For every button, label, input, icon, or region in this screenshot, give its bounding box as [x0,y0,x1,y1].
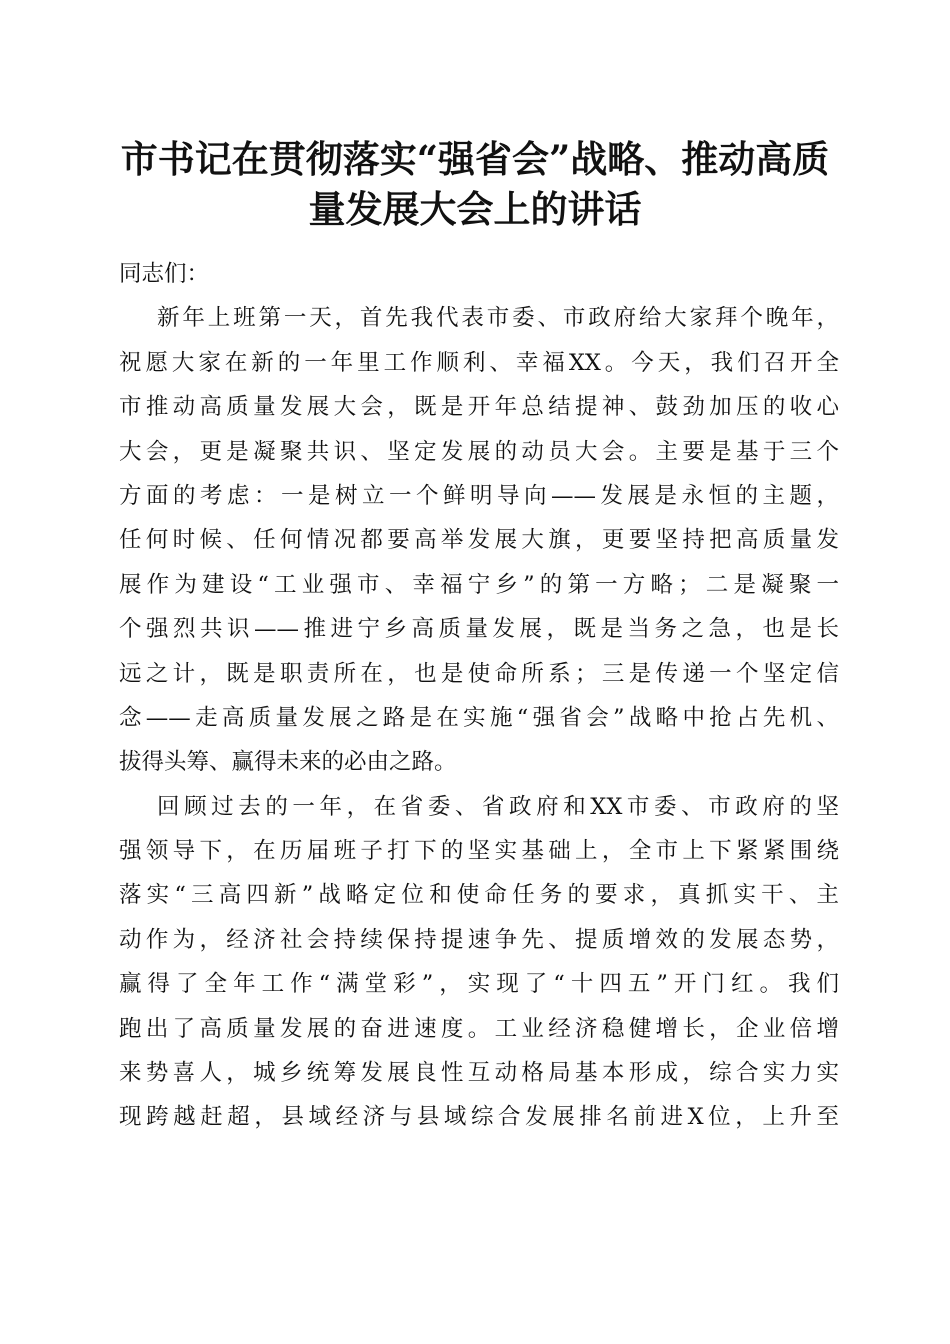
paragraph-line: 新年上班第一天，首先我代表市委、市政府给大家拜个晚年， [157,305,839,332]
paragraph-line: 来势喜人，城乡统筹发展良性互动格局基本形成，综合实力实 [119,1060,839,1087]
paragraph-line: 展作为建设“工业强市、幸福宁乡”的第一方略；二是凝聚一 [119,571,839,598]
greeting: 同志们： [119,261,210,287]
paragraph-line: 大会，更是凝聚共识、坚定发展的动员大会。主要是基于三个 [119,438,839,465]
document-body [119,252,839,1140]
paragraph-line: 方面的考虑：一是树立一个鲜明导向——发展是永恒的主题， [119,482,839,509]
paragraph-line: 念——走高质量发展之路是在实施“强省会”战略中抢占先机、 [119,704,839,731]
paragraph-line: 现跨越赶超，县域经济与县域综合发展排名前进X位，上升至 [119,1104,839,1131]
paragraph-line: 跑出了高质量发展的奋进速度。工业经济稳健增长，企业倍增 [119,1015,839,1042]
paragraph-line: 远之计，既是职责所在，也是使命所系；三是传递一个坚定信 [119,660,839,687]
paragraph-line: 拔得头筹、赢得未来的必由之路。 [119,749,457,776]
paragraph-line: 强领导下，在历届班子打下的坚实基础上，全市上下紧紧围绕 [119,838,839,865]
paragraph-line: 赢得了全年工作“满堂彩”，实现了“十四五”开门红。我们 [119,971,839,998]
paragraph-line: 个强烈共识——推进宁乡高质量发展，既是当务之急，也是长 [119,616,839,643]
paragraph-line: 市推动高质量发展大会，既是开年总结提神、鼓劲加压的收心 [119,394,839,421]
paragraph-line: 祝愿大家在新的一年里工作顺利、幸福XX。今天，我们召开全 [119,349,839,376]
paragraph-2 [119,785,839,1140]
title-line-2: 量发展大会上的讲话 [308,187,642,231]
paragraph-line: 落实“三高四新”战略定位和使命任务的要求，真抓实干、主 [119,882,839,909]
paragraph-line: 任何时候、任何情况都要高举发展大旗，更要坚持把高质量发 [119,527,839,554]
paragraph-1 [119,296,839,784]
title-line-1: 市书记在贯彻落实“强省会”战略、推动高质 [120,137,830,181]
document-title [100,134,850,234]
paragraph-line: 动作为，经济社会持续保持提速争先、提质增效的发展态势， [119,926,839,953]
paragraph-line: 回顾过去的一年，在省委、省政府和XX市委、市政府的坚 [157,793,839,820]
